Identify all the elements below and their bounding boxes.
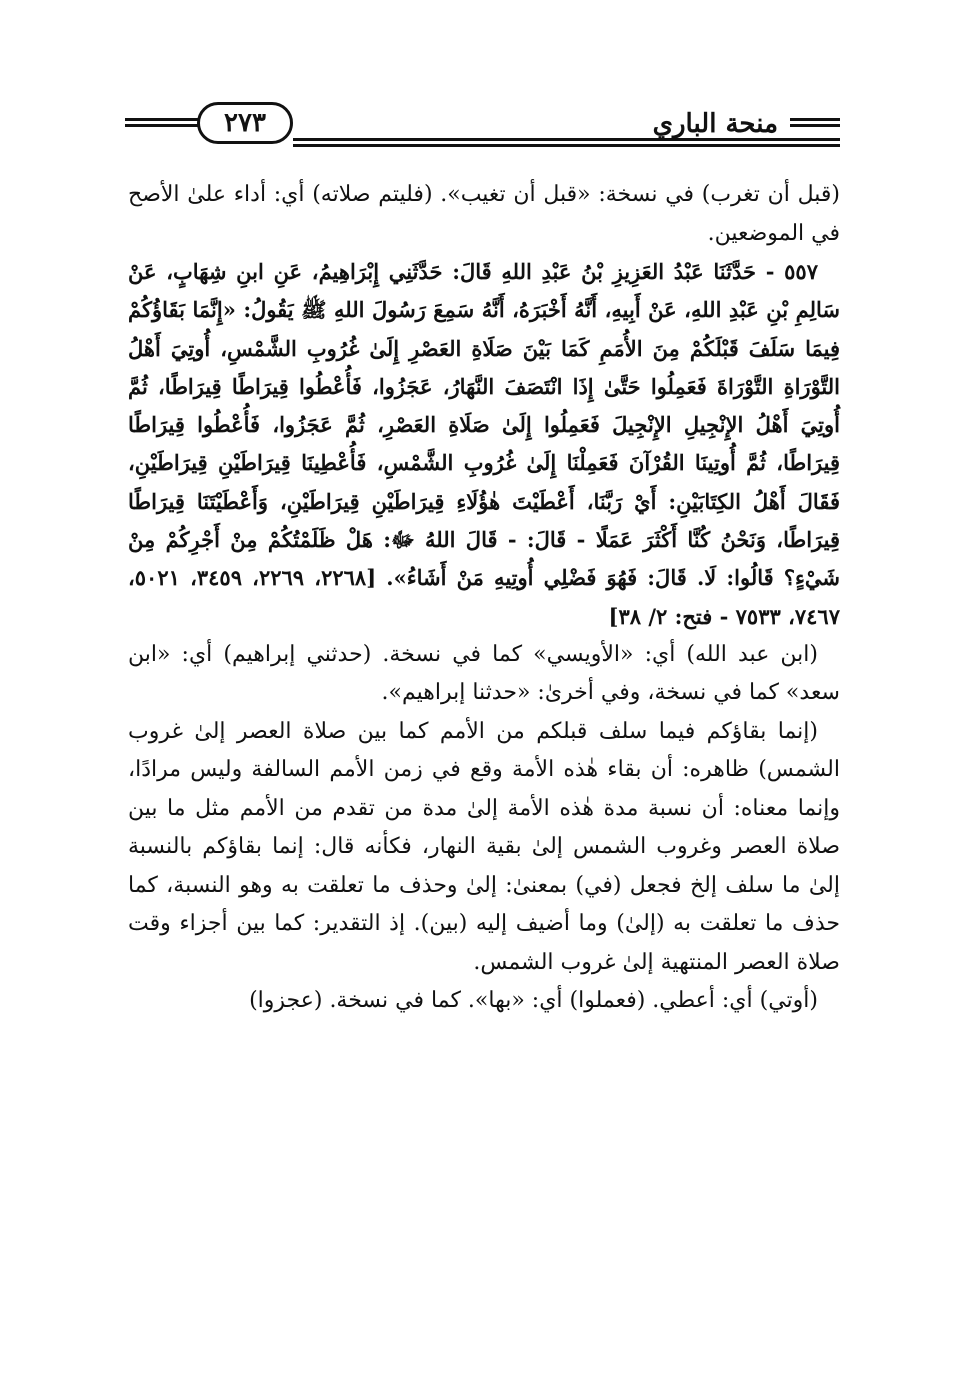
header-rule-right: [790, 118, 840, 130]
header-rule-left: [125, 118, 205, 130]
commentary-paragraph: (ابن عبد الله) أي: «الأويسي» كما في نسخة. (حدثني إبراهيم) أي: «ابن سعد» كما في نسخة، وفي أخرىٰ: «حدثنا إبراهيم».: [128, 641, 840, 706]
hadith-paragraph: ٥٥٧ - حَدَّثَنَا عَبْدُ العَزِيزِ بْنُ عَبْدِ اللهِ قَالَ: حَدَّثَنِي إِبْرَاهِيمُ، عَنِ ابنِ شِهَابٍ، عَنْ سَالِمِ بْنِ عَبْدِ اللهِ، عَنْ أَبِيهِ، أَنَّهُ أَخْبَرَهُ، أَنَّهُ سَمِعَ رَسُولَ اللهِ ﷺ يَقُولُ: «إِنَّمَا بَقَاؤُكُمْ فِيمَا سَلَفَ قَبْلَكُمْ مِنَ الأُمَمِ كَمَا بَيْنَ صَلَاةِ العَصْرِ إِلَىٰ غُرُوبِ الشَّمْسِ، أُوتِيَ أَهْلُ التَّوْرَاةِ التَّوْرَاةَ فَعَمِلُوا حَتَّىٰ إِذَا انْتَصَفَ النَّهَارُ، عَجَزُوا، فَأُعْطُوا قِيرَاطًا قِيرَاطًا، ثُمَّ أُوتِيَ أَهْلُ الإِنْجِيلِ الإِنْجِيلَ فَعَمِلُوا إِلَىٰ صَلَاةِ العَصْرِ، ثُمَّ عَجَزُوا، فَأُعْطُوا قِيرَاطًا قِيرَاطًا، ثُمَّ أُوتِينَا القُرْآنَ فَعَمِلْنَا إِلَىٰ غُرُوبِ الشَّمْسِ، فَأُعْطِينَا قِيرَاطَيْنِ قِيرَاطَيْنِ، فَقَالَ أَهْلُ الكِتَابَيْنِ: أَيْ رَبَّنَا، أَعْطَيْتَ هٰؤُلَاءِ قِيرَاطَيْنِ قِيرَاطَيْنِ، وَأَعْطَيْتَنَا قِيرَاطًا قِيرَاطًا، وَنَحْنُ كُنَّا أَكْثَرَ عَمَلًا - قَالَ: - قَالَ اللهُ ﷻ: هَلْ ظَلَمْتُكُمْ مِنْ أَجْرِكُمْ مِنْ شَيْءٍ؟ قَالُوا: لَا. قَالَ: فَهُوَ فَضْلِي أُوتِيهِ مَنْ أَشَاءُ». [٢٢٦٨، ٢٢٦٩، ٣٤٥٩، ٥٠٢١، ٧٤٦٧، ٧٥٣٣ - فتح: ٢/ ٣٨]: [128, 259, 840, 629]
commentary-paragraph: (إنما بقاؤكم فيما سلف قبلكم من الأمم كما بين صلاة العصر إلىٰ غروب الشمس) ظاهره: أن بقاء هٰذه الأمة وقع في زمن الأمم السالفة وليس مرادًا، وإنما معناه: أن نسبة مدة هٰذه الأمة إلىٰ مدة من تقدم من الأمم مثل ما بين صلاة العصر وغروب الشمس إلىٰ بقية النهار، فكأنه قال: إنما بقاؤكم بالنسبة إلىٰ ما سلف إلخ فجعل (في) بمعنىٰ: إلىٰ وحذف ما تعلقت به وهو النسبة، كما حذف ما تعلقت به (إلىٰ) وما أضيف إليه (بين). إذ التقدير: كما بين أجزاء وقت صلاة العصر المنتهية إلىٰ غروب الشمس.: [128, 718, 840, 975]
page-body: [128, 176, 840, 1021]
page-number: ٢٧٣: [197, 102, 293, 144]
header-divider-double: [293, 144, 840, 147]
book-title: منحة الباري: [652, 109, 778, 139]
page-header: [125, 100, 840, 156]
commentary-paragraph: (أوتي) أي: أعطي. (فعملوا) أي: «بها». كما في نسخة. (عجزوا): [249, 988, 818, 1014]
commentary-paragraph: (قبل أن تغرب) في نسخة: «قبل أن تغيب». (فليتم صلاته) أي: أداء علىٰ الأصح في الموضعين.: [128, 182, 840, 246]
